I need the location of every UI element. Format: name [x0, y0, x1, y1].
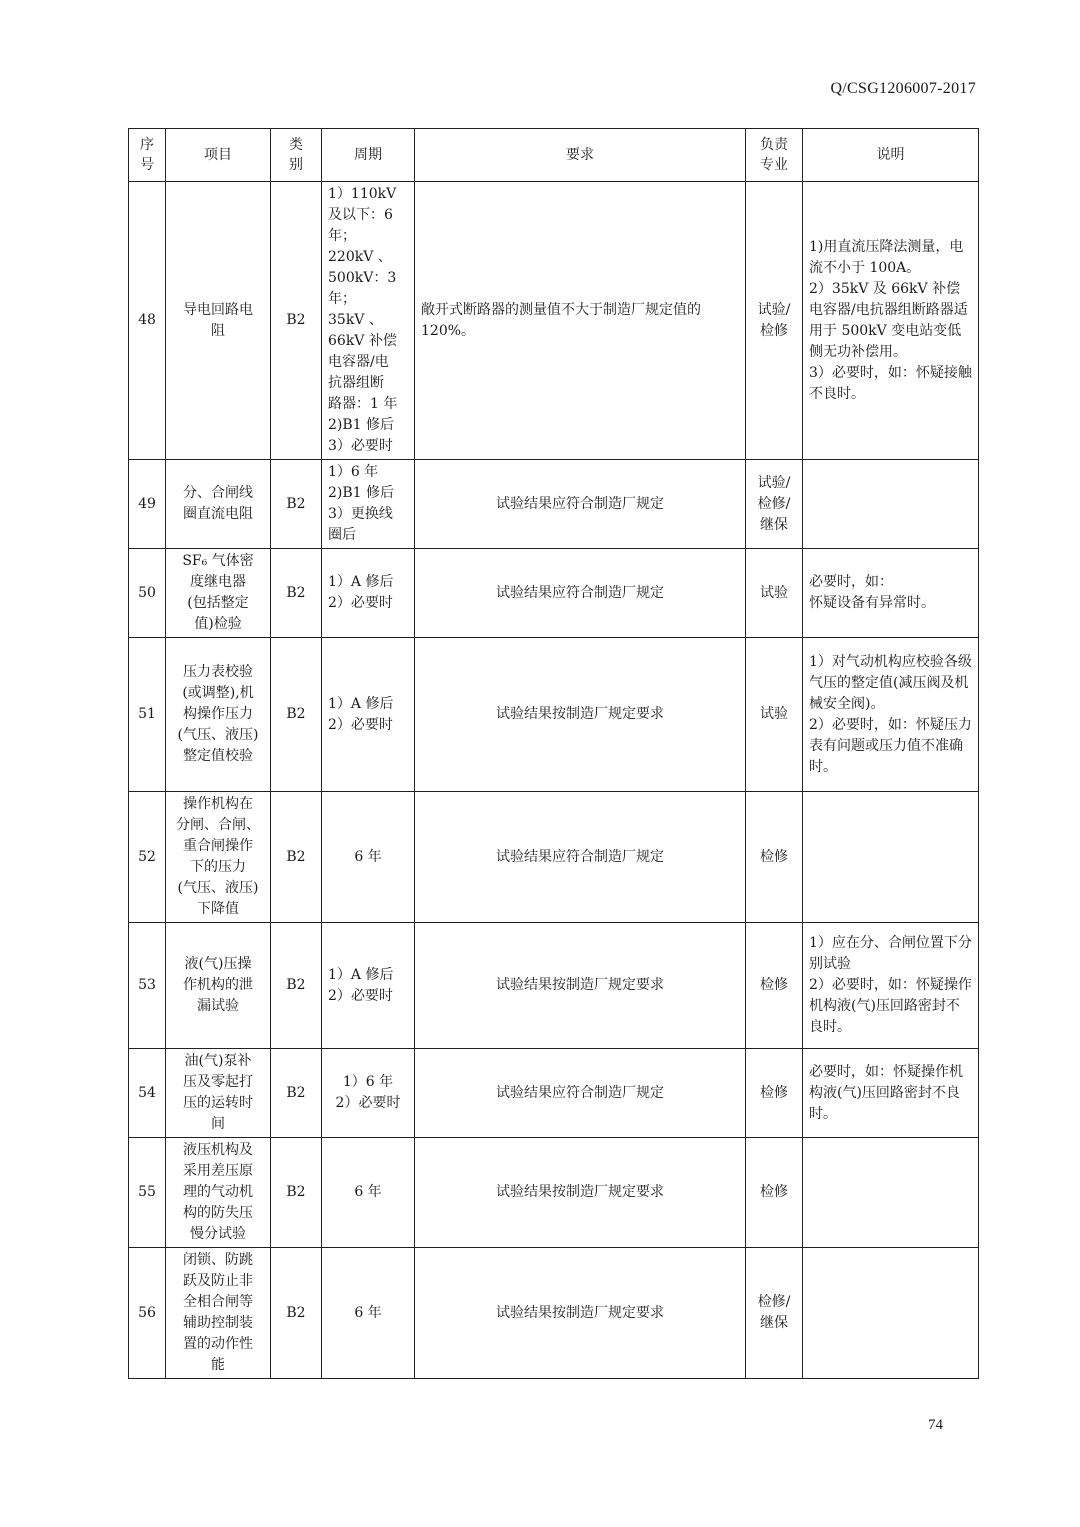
row-period: 1）110kV 及以下：6 年； 220kV 、 500kV：3 年； 35kV 、 66kV 补偿 电容器/电 抗器组断 路器：1 年 2)B1 修后 3）必要时 — [322, 182, 415, 460]
row-responsible-dept: 试验/ 检修/ 继保 — [746, 460, 803, 549]
table-row — [129, 460, 979, 549]
row-responsible-dept: 检修/ 继保 — [746, 1248, 803, 1379]
row-note: 1）应在分、合闸位置下分别试验 2）必要时，如：怀疑操作机构液(气)压回路密封不良时。 — [803, 923, 979, 1049]
row-note: 1）对气动机构应校验各级气压的整定值(减压阀及机械安全阀)。 2）必要时，如：怀疑压力表有问题或压力值不准确时。 — [803, 638, 979, 792]
page-number: 74 — [928, 1417, 943, 1433]
row-responsible-dept: 检修 — [746, 923, 803, 1049]
header-note: 说明 — [803, 129, 979, 182]
row-seq-no: 51 — [129, 638, 166, 792]
row-category: B2 — [271, 638, 322, 792]
row-category: B2 — [271, 923, 322, 1049]
table-row — [129, 1049, 979, 1138]
row-period: 6 年 — [322, 1138, 415, 1248]
row-item: SF₆ 气体密 度继电器 (包括整定 值)检验 — [166, 549, 271, 638]
row-responsible-dept: 试验 — [746, 549, 803, 638]
row-period: 1）A 修后 2）必要时 — [322, 923, 415, 1049]
row-period: 1）6 年 2)B1 修后 3）更换线 圈后 — [322, 460, 415, 549]
header-item: 项目 — [166, 129, 271, 182]
row-period: 6 年 — [322, 1248, 415, 1379]
row-note — [803, 1248, 979, 1379]
table-row — [129, 1138, 979, 1248]
row-category: B2 — [271, 1138, 322, 1248]
row-responsible-dept: 检修 — [746, 1049, 803, 1138]
table-row — [129, 923, 979, 1049]
row-period: 1）A 修后 2）必要时 — [322, 638, 415, 792]
row-seq-no: 48 — [129, 182, 166, 460]
row-item: 液压机构及 采用差压原 理的气动机 构的防失压 慢分试验 — [166, 1138, 271, 1248]
row-item: 油(气)泵补 压及零起打 压的运转时 间 — [166, 1049, 271, 1138]
row-item: 闭锁、防跳 跃及防止非 全相合闸等 辅助控制装 置的动作性 能 — [166, 1248, 271, 1379]
row-seq-no: 54 — [129, 1049, 166, 1138]
row-item: 操作机构在 分闸、合闸、 重合闸操作 下的压力 (气压、液压) 下降值 — [166, 792, 271, 923]
row-requirement: 试验结果按制造厂规定要求 — [415, 1138, 746, 1248]
row-responsible-dept: 试验 — [746, 638, 803, 792]
document-code: Q/CSG1206007-2017 — [830, 80, 976, 97]
header-seq-no: 序 号 — [129, 129, 166, 182]
row-period: 6 年 — [322, 792, 415, 923]
row-category: B2 — [271, 1049, 322, 1138]
row-responsible-dept: 检修 — [746, 1138, 803, 1248]
row-item: 导电回路电 阻 — [166, 182, 271, 460]
row-responsible-dept: 试验/ 检修 — [746, 182, 803, 460]
row-note: 必要时，如：怀疑操作机构液(气)压回路密封不良时。 — [803, 1049, 979, 1138]
header-category: 类 别 — [271, 129, 322, 182]
row-category: B2 — [271, 460, 322, 549]
row-note — [803, 1138, 979, 1248]
row-period: 1）6 年 2）必要时 — [322, 1049, 415, 1138]
row-requirement: 试验结果按制造厂规定要求 — [415, 923, 746, 1049]
table-row — [129, 792, 979, 923]
table-row — [129, 549, 979, 638]
header-requirement: 要求 — [415, 129, 746, 182]
row-category: B2 — [271, 549, 322, 638]
row-requirement: 试验结果按制造厂规定要求 — [415, 638, 746, 792]
header-responsible-dept: 负责 专业 — [746, 129, 803, 182]
row-requirement: 试验结果应符合制造厂规定 — [415, 460, 746, 549]
row-item: 压力表校验 (或调整),机 构操作压力 (气压、液压) 整定值校验 — [166, 638, 271, 792]
row-responsible-dept: 检修 — [746, 792, 803, 923]
row-requirement: 试验结果应符合制造厂规定 — [415, 1049, 746, 1138]
table-header-row — [129, 129, 979, 182]
table-row — [129, 1248, 979, 1379]
row-note: 必要时，如： 怀疑设备有异常时。 — [803, 549, 979, 638]
row-category: B2 — [271, 792, 322, 923]
header-period: 周期 — [322, 129, 415, 182]
row-note: 1)用直流压降法测量，电流不小于 100A。 2）35kV 及 66kV 补偿电容器/电抗器组断路器适用于 500kV 变电站变低侧无功补偿用。 3）必要时，如：怀疑接触不良时。 — [803, 182, 979, 460]
row-requirement: 试验结果应符合制造厂规定 — [415, 549, 746, 638]
row-requirement: 试验结果按制造厂规定要求 — [415, 1248, 746, 1379]
row-seq-no: 52 — [129, 792, 166, 923]
table-row — [129, 638, 979, 792]
row-period: 1）A 修后 2）必要时 — [322, 549, 415, 638]
row-seq-no: 56 — [129, 1248, 166, 1379]
row-category: B2 — [271, 182, 322, 460]
row-note — [803, 460, 979, 549]
row-note — [803, 792, 979, 923]
test-items-table — [128, 128, 979, 1379]
row-seq-no: 50 — [129, 549, 166, 638]
row-seq-no: 55 — [129, 1138, 166, 1248]
row-seq-no: 53 — [129, 923, 166, 1049]
row-category: B2 — [271, 1248, 322, 1379]
table-row — [129, 182, 979, 460]
row-requirement: 试验结果应符合制造厂规定 — [415, 792, 746, 923]
row-requirement: 敞开式断路器的测量值不大于制造厂规定值的 120%。 — [415, 182, 746, 460]
row-item: 液(气)压操 作机构的泄 漏试验 — [166, 923, 271, 1049]
row-item: 分、合闸线 圈直流电阻 — [166, 460, 271, 549]
row-seq-no: 49 — [129, 460, 166, 549]
